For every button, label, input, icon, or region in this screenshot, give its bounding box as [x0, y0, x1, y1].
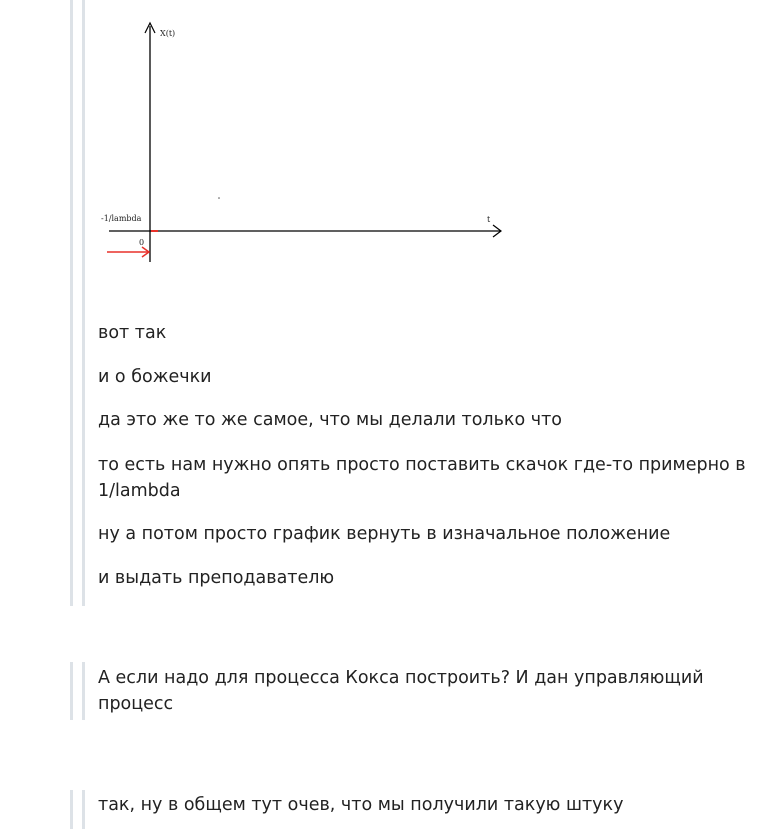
quote-bar-inner — [82, 790, 85, 829]
process-graph-image — [95, 18, 515, 278]
message-text: вот так — [98, 323, 167, 343]
quote-bar-outer — [70, 0, 73, 606]
quote-bar-outer — [70, 662, 73, 720]
message-text: ну а потом просто график вернуть в изначальное положение — [98, 524, 671, 544]
question-text: А если надо для процесса Кокса построить? И дан управляющий процесс — [98, 668, 704, 714]
message-text: то есть нам нужно опять просто поставить скачок где-то примерно в 1/lambda — [98, 455, 746, 501]
quote-bar-inner — [82, 662, 85, 720]
origin-label: 0 — [139, 238, 145, 247]
message-text: да это же то же самое, что мы делали только что — [98, 410, 563, 430]
reply-text: так, ну в общем тут очев, что мы получили такую штуку — [98, 795, 624, 815]
message-text: и о божечки — [98, 367, 212, 387]
quote-bar-outer — [70, 790, 73, 829]
stray-dot — [218, 197, 220, 199]
message-text: и выдать преподавателю — [98, 568, 335, 588]
quote-bar-inner — [82, 0, 85, 606]
y-tick-label: -1/lambda — [101, 214, 142, 223]
y-axis-label: X(t) — [160, 29, 176, 38]
x-axis-label: t — [487, 215, 491, 224]
